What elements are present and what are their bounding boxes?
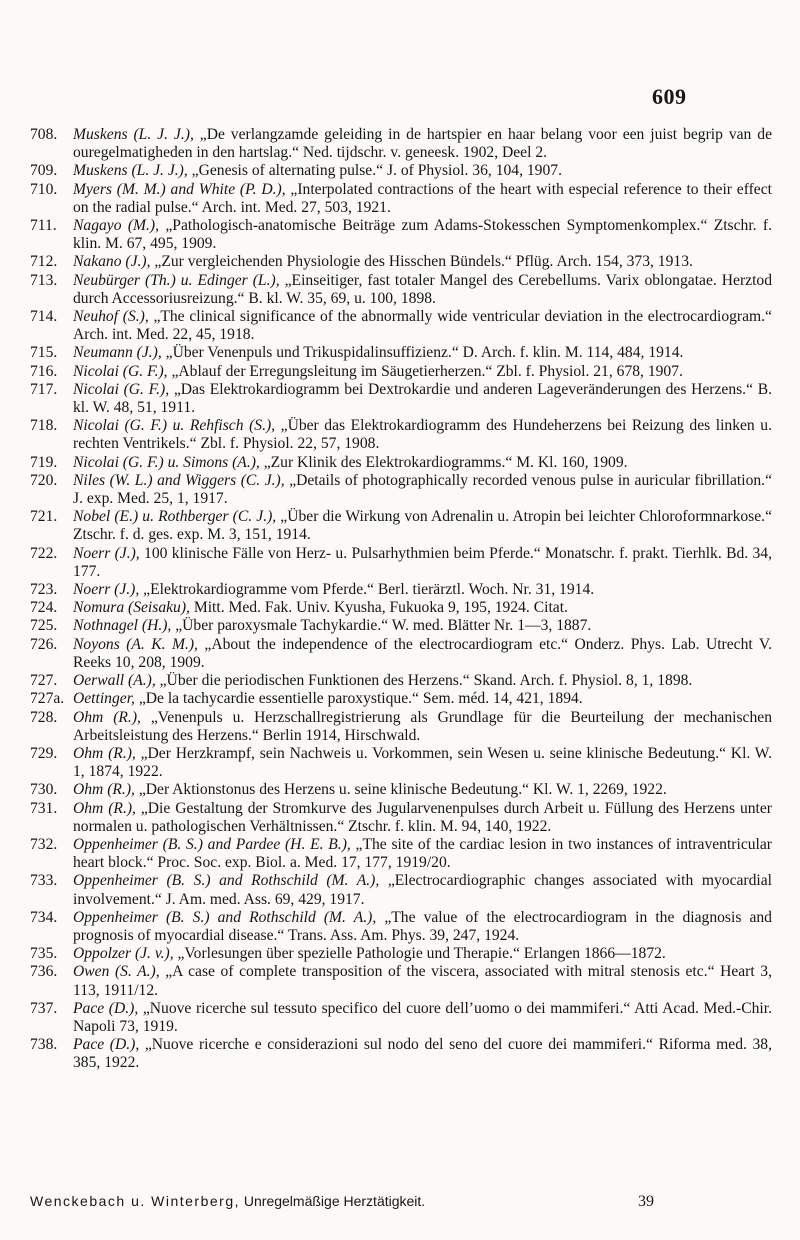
entry-body — [73, 253, 772, 271]
entry-authors: Owen (S. A.), — [73, 963, 160, 981]
entry-citation: „De verlangzamde geleiding in de hartspier en haar belang voor een juist begrip van de ouregelmatigheden in den hartslag.“ Ned. tijdschr. v. geneesk. 1902, Deel 2. — [73, 126, 772, 162]
entry-number: 735. — [30, 945, 58, 963]
entry-body — [73, 1036, 772, 1072]
bibliography-entry — [30, 181, 772, 217]
footer-sheet-number: 39 — [638, 1193, 654, 1210]
entry-authors: Neumann (J.), — [73, 344, 162, 362]
bibliography-entry — [30, 909, 772, 945]
bibliography-entry — [30, 272, 772, 308]
entry-body — [73, 781, 772, 799]
entry-body — [73, 909, 772, 945]
entry-body — [73, 217, 772, 253]
entry-authors: Noyons (A. K. M.), — [73, 635, 198, 653]
bibliography-entry — [30, 417, 772, 453]
bibliography-entry — [30, 599, 772, 617]
entry-number: 733. — [30, 872, 58, 890]
entry-citation: 100 klinische Fälle von Herz- u. Pulsarhythmien beim Pferde.“ Monatschr. f. prakt. Tierhlk. Bd. 34, 177. — [73, 544, 772, 580]
entry-citation: „Über das Elektrokardiogramm des Hundeherzens bei Reizung des linken u. rechten Ventrikels.“ Zbl. f. Physiol. 22, 57, 1908. — [73, 417, 772, 453]
entry-body — [73, 162, 772, 180]
entry-citation: „Pathologisch-anatomische Beiträge zum Adams-Stokesschen Symptomenkomplex.“ Ztschr. f. klin. M. 67, 495, 1909. — [73, 217, 772, 253]
entry-authors: Ohm (R.), — [73, 744, 136, 762]
entry-citation: „Über paroxysmale Tachykardie.“ W. med. Blätter Nr. 1—3, 1887. — [171, 617, 592, 635]
entry-body — [73, 745, 772, 781]
bibliography-entry — [30, 709, 772, 745]
entry-number: 729. — [30, 744, 58, 762]
entry-number: 727a. — [30, 690, 65, 708]
bibliography-entry — [30, 454, 772, 472]
entry-body — [73, 599, 772, 617]
entry-number: 727. — [30, 672, 58, 690]
entry-citation: „Interpolated contractions of the heart with especial reference to their effect on the radial pulse.“ Arch. int. Med. 27, 503, 1921. — [73, 180, 772, 216]
entry-authors: Nicolai (G. F.), — [73, 362, 168, 380]
entry-citation: „Nuove ricerche sul tessuto specifico del cuore dell’uomo o dei mammiferi.“ Atti Acad. Med.-Chir. Napoli 73, 1919. — [73, 999, 772, 1035]
bibliography-entry — [30, 636, 772, 672]
bibliography-entry — [30, 581, 772, 599]
entry-authors: Nobel (E.) u. Rothberger (C. J.), — [73, 508, 277, 526]
entry-citation: „The site of the cardiac lesion in two instances of intraventricular heart block.“ Proc. Soc. exp. Biol. a. Med. 17, 177, 1919/20. — [73, 835, 772, 872]
entry-authors: Ohm (R.), — [73, 781, 135, 799]
entry-authors: Pace (D.), — [73, 999, 139, 1017]
entry-number: 730. — [30, 781, 58, 799]
bibliography-entry — [30, 253, 772, 271]
entry-body — [73, 272, 772, 308]
bibliography-entry — [30, 836, 772, 872]
entry-body — [73, 126, 772, 162]
entry-authors: Oppolzer (J. v.), — [73, 945, 174, 963]
bibliography-entry — [30, 381, 772, 417]
entry-number: 734. — [30, 908, 58, 926]
entry-authors: Muskens (L. J. J.), — [73, 162, 188, 180]
entry-authors: Ohm (R.), — [73, 708, 141, 726]
footer-running-title — [30, 1193, 690, 1209]
entry-authors: Neubürger (Th.) u. Edinger (L.), — [73, 271, 280, 289]
entry-body — [73, 454, 772, 472]
entry-citation: „Vorlesungen über spezielle Pathologie und Therapie.“ Erlangen 1866—1872. — [173, 945, 666, 963]
entry-body — [73, 545, 772, 581]
entry-number: 715. — [30, 344, 58, 362]
entry-number: 708. — [30, 126, 58, 143]
entry-authors: Neuhof (S.), — [73, 308, 149, 326]
bibliography-entry — [30, 745, 772, 781]
bibliography-entry — [30, 308, 772, 344]
entry-authors: Oppenheimer (B. S.) and Rothschild (M. A.), — [73, 908, 377, 926]
entry-citation: „Details of photographically recorded venous pulse in auricular fibrillation.“ J. exp. Med. 25, 1, 1917. — [73, 471, 772, 508]
entry-body — [73, 508, 772, 544]
entry-citation: „Genesis of alternating pulse.“ J. of Physiol. 36, 104, 1907. — [187, 162, 562, 180]
entry-authors: Ohm (R.), — [73, 799, 136, 817]
entry-body — [73, 581, 772, 599]
entry-body — [73, 963, 772, 999]
entry-authors: Oettinger, — [73, 690, 135, 708]
entry-body — [73, 344, 772, 362]
bibliography-entry — [30, 963, 772, 999]
entry-authors: Oerwall (A.), — [73, 672, 156, 690]
entry-body — [73, 690, 772, 708]
bibliography-entry — [30, 162, 772, 180]
entry-citation: „Der Herzkrampf, sein Nachweis u. Vorkommen, sein Wesen u. seine klinische Bedeutung.“ Kl. W. 1, 1874, 1922. — [73, 744, 772, 781]
entry-citation: „Ablauf der Erregungsleitung im Säugetierherzen.“ Zbl. f. Physiol. 21, 678, 1907. — [167, 362, 683, 380]
entry-authors: Muskens (L. J. J.), — [73, 126, 194, 143]
entry-body — [73, 417, 772, 453]
entry-body — [73, 836, 772, 872]
entry-citation: „Zur Klinik des Elektrokardiogramms.“ M. Kl. 160, 1909. — [259, 453, 628, 471]
entry-number: 716. — [30, 362, 58, 380]
entry-citation: „Über Venenpuls und Trikuspidalinsuffizienz.“ D. Arch. f. klin. M. 114, 484, 1914. — [161, 344, 684, 362]
entry-number: 736. — [30, 963, 58, 981]
entry-body — [73, 363, 772, 381]
entry-authors: Noerr (J.), — [73, 581, 140, 599]
entry-body — [73, 800, 772, 836]
entry-citation: „Electrocardiographic changes associated with myocardial involvement.“ J. Am. med. Ass. 69, 429, 1917. — [73, 872, 772, 908]
entry-authors: Noerr (J.), — [73, 544, 140, 562]
bibliography-list — [30, 126, 772, 1073]
entry-number: 738. — [30, 1036, 58, 1054]
entry-citation: „Die Gestaltung der Stromkurve des Jugularvenenpulses durch Arbeit u. Füllung des Herzens unter normalen u. pathologischen Verhältnissen.“ Ztschr. f. klin. M. 94, 140, 1922. — [73, 799, 772, 835]
entry-number: 728. — [30, 708, 58, 726]
entry-citation: „About the independence of the electrocardiogram etc.“ Onderz. Phys. Lab. Utrecht V. Reeks 10, 208, 1909. — [73, 635, 773, 671]
entry-number: 713. — [30, 271, 58, 289]
entry-citation: „Nuove ricerche e considerazioni sul nodo del seno del cuore dei mammiferi.“ Riforma med. 38, 385, 1922. — [73, 1036, 773, 1072]
bibliography-entry — [30, 217, 772, 253]
entry-citation: „A case of complete transposition of the viscera, associated with mitral stenosis etc.“ Heart 3, 113, 1911/12. — [73, 963, 772, 999]
entry-citation: „De la tachycardie essentielle paroxystique.“ Sem. méd. 14, 421, 1894. — [134, 690, 583, 708]
entry-number: 712. — [30, 253, 58, 271]
entry-authors: Nagayo (M.), — [73, 217, 160, 235]
entry-citation: „Das Elektrokardiogramm bei Dextrokardie und anderen Lageveränderungen des Herzens.“ B. kl. W. 48, 51, 1911. — [73, 380, 772, 417]
entry-body — [73, 381, 772, 417]
entry-authors: Pace (D.), — [73, 1036, 140, 1054]
bibliography-entry — [30, 508, 772, 544]
entry-citation: Mitt. Med. Fak. Univ. Kyusha, Fukuoka 9, 195, 1924. Citat. — [189, 599, 568, 617]
bibliography-entry — [30, 872, 772, 908]
footer-authors: Wenckebach u. Winterberg, — [30, 1193, 240, 1209]
entry-number: 719. — [30, 453, 58, 471]
entry-authors: Niles (W. L.) and Wiggers (C. J.), — [73, 471, 285, 489]
entry-citation: „Elektrokardiogramme vom Pferde.“ Berl. tierärztl. Woch. Nr. 31, 1914. — [139, 581, 595, 599]
entry-number: 737. — [30, 999, 58, 1017]
entry-number: 722. — [30, 544, 58, 562]
entry-citation: „The clinical significance of the abnormally wide ventricular deviation in the electrocardiogram.“ Arch. int. Med. 22, 45, 1918. — [73, 308, 772, 344]
entry-number: 711. — [30, 217, 57, 235]
entry-body — [73, 181, 772, 217]
bibliography-entry — [30, 672, 772, 690]
entry-authors: Nicolai (G. F.), — [73, 380, 170, 398]
entry-citation: „Über die periodischen Funktionen des Herzens.“ Skand. Arch. f. Physiol. 8, 1, 1898. — [155, 672, 693, 690]
page-number: 609 — [652, 84, 687, 109]
entry-number: 732. — [30, 835, 58, 853]
entry-body — [73, 636, 772, 672]
entry-body — [73, 872, 772, 908]
entry-citation: „The value of the electrocardiogram in the diagnosis and prognosis of myocardial disease.“ Trans. Ass. Am. Phys. 39, 247, 1924. — [73, 908, 772, 944]
entry-number: 723. — [30, 581, 58, 599]
entry-number: 720. — [30, 471, 58, 489]
entry-number: 721. — [30, 508, 58, 526]
entry-number: 714. — [30, 308, 58, 326]
entry-authors: Nomura (Seisaku), — [73, 599, 190, 617]
entry-number: 717. — [30, 380, 58, 398]
bibliography-entry — [30, 472, 772, 508]
entry-authors: Myers (M. M.) and White (P. D.), — [73, 180, 286, 198]
entry-body — [73, 709, 772, 745]
bibliography-entry — [30, 781, 772, 799]
bibliography-entry — [30, 617, 772, 635]
entry-body — [73, 945, 772, 963]
bibliography-entry — [30, 545, 772, 581]
entry-citation: „Der Aktionstonus des Herzens u. seine klinische Bedeutung.“ Kl. W. 1, 2269, 1922. — [134, 781, 667, 799]
entry-authors: Oppenheimer (B. S.) and Pardee (H. E. B.), — [73, 835, 351, 853]
entry-citation: „Über die Wirkung von Adrenalin u. Atropin bei leichter Chloroformnarkose.“ Ztschr. f. d. ges. exp. M. 3, 151, 1914. — [73, 508, 772, 544]
entry-body — [73, 672, 772, 690]
bibliography-entry — [30, 945, 772, 963]
bibliography-entry — [30, 126, 772, 162]
entry-citation: „Einseitiger, fast totaler Mangel des Cerebellums. Varix oblongatae. Herztod durch Accessoriusreizung.“ B. kl. W. 35, 69, u. 100, 1898. — [73, 271, 773, 307]
bibliography-entry — [30, 1036, 772, 1072]
entry-authors: Nicolai (G. F.) u. Rehfisch (S.), — [73, 417, 276, 435]
entry-citation: „Zur vergleichenden Physiologie des Hisschen Bündels.“ Pflüg. Arch. 154, 373, 1913. — [150, 253, 693, 271]
bibliography-entry — [30, 690, 772, 708]
entry-number: 709. — [30, 162, 58, 180]
entry-number: 725. — [30, 617, 58, 635]
entry-body — [73, 617, 772, 635]
footer-title: Unregelmäßige Herztätigkeit. — [240, 1193, 426, 1209]
entry-authors: Oppenheimer (B. S.) and Rothschild (M. A.), — [73, 872, 380, 890]
entry-authors: Nothnagel (H.), — [73, 617, 172, 635]
bibliography-entry — [30, 344, 772, 362]
bibliography-entry — [30, 800, 772, 836]
entry-number: 710. — [30, 180, 58, 198]
entry-body — [73, 472, 772, 508]
entry-number: 724. — [30, 599, 58, 617]
entry-body — [73, 1000, 772, 1036]
entry-authors: Nakano (J.), — [73, 253, 151, 271]
entry-body — [73, 308, 772, 344]
bibliography-entry — [30, 1000, 772, 1036]
entry-authors: Nicolai (G. F.) u. Simons (A.), — [73, 453, 260, 471]
bibliography-entry — [30, 363, 772, 381]
entry-number: 731. — [30, 799, 58, 817]
entry-number: 726. — [30, 635, 58, 653]
entry-citation: „Venenpuls u. Herzschallregistrierung als Grundlage für die Beurteilung der mechanischen Arbeitsleistung des Herzens.“ Berlin 1914, Hirschwald. — [73, 708, 772, 744]
entry-number: 718. — [30, 417, 58, 435]
